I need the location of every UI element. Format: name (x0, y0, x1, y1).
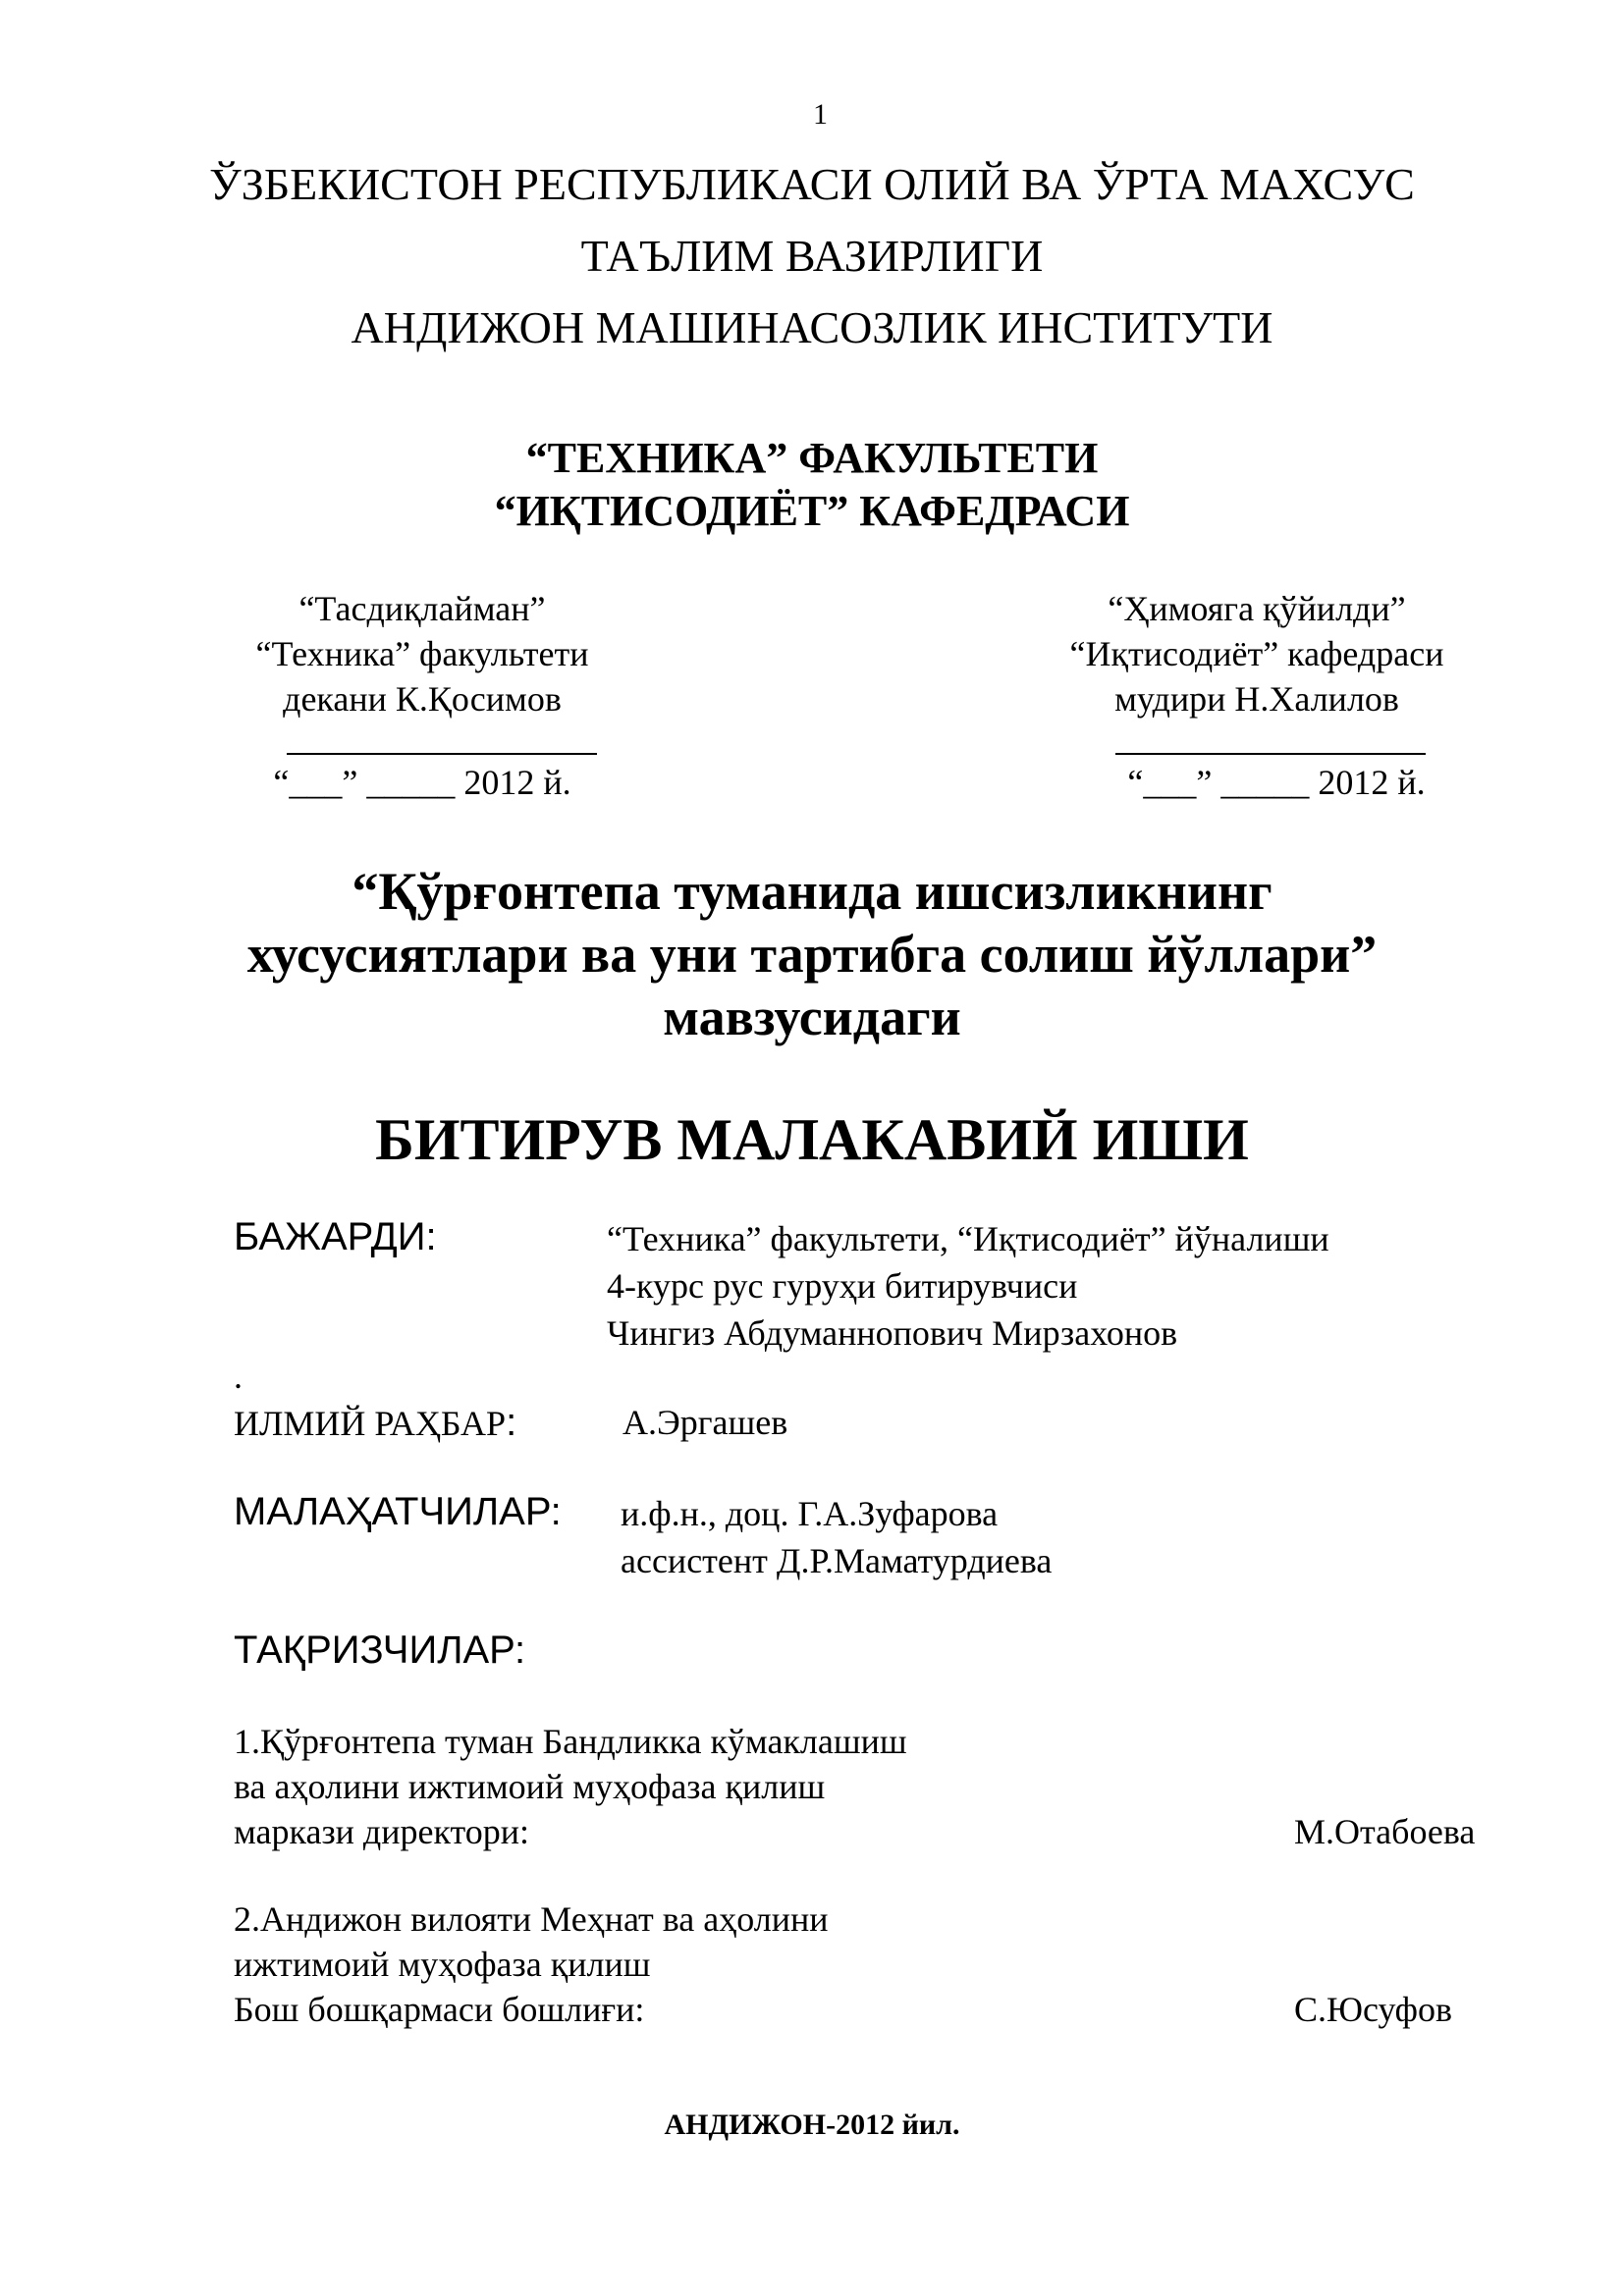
performer-line-3: Чингиз Абдуманнопович Мирзахонов (607, 1313, 1178, 1353)
approval-right-date: “___” _____ 2012 й. (1127, 763, 1426, 802)
approval-right-signature-line (1115, 753, 1426, 755)
reviewers-colon: : (514, 1629, 526, 1672)
approval-right-line3: мудири Н.Халилов (1114, 679, 1399, 719)
performer-line-1: “Техника” факультети, “Иқтисодиёт” йўналиши (607, 1219, 1329, 1258)
approval-left-date: “___” _____ 2012 й. (273, 763, 571, 802)
reviewer-1-line-3: маркази директори: (234, 1812, 530, 1851)
approval-right (1041, 586, 1473, 721)
topic-line-1: “Қўрғонтепа туманида ишсизликнинг (352, 862, 1272, 921)
reviewer-1-line-2: ва аҳолини ижтимоий муҳофаза қилиш (234, 1767, 826, 1806)
consultants-colon: : (550, 1490, 562, 1533)
approval-left-line3: декани К.Қосимов (283, 679, 562, 719)
ministry-line-2: ТАЪЛИМ ВАЗИРЛИГИ (580, 231, 1044, 281)
approval-right-line1: “Ҳимояга қўйилди” (1108, 589, 1406, 628)
performer-dot: . (234, 1357, 243, 1396)
consultants-label: МАЛАҲАТЧИЛАР (234, 1490, 551, 1533)
supervisor-name: А.Эргашев (623, 1403, 788, 1442)
reviewer-2-line-3: Бош бошқармаси бошлиғи: (234, 1990, 645, 2029)
performer-line-2: 4-курс рус гуруҳи битирувчиси (607, 1266, 1078, 1306)
topic-line-2: хусусиятлари ва уни тартибга солиш йўллари” (246, 925, 1378, 984)
approval-left-signature-line (287, 753, 597, 755)
reviewer-2-line-2: ижтимоий муҳофаза қилиш (234, 1945, 651, 1984)
reviewer-2-name: С.Юсуфов (1294, 1990, 1452, 2029)
reviewers-label: ТАҚРИЗЧИЛАР (234, 1629, 514, 1672)
work-title: БИТИРУВ МАЛАКАВИЙ ИШИ (375, 1107, 1249, 1172)
supervisor-row (234, 1399, 516, 1447)
consultants-line-1: и.ф.н., доц. Г.А.Зуфарова (621, 1494, 999, 1533)
ministry-line-1: ЎЗБЕКИСТОН РЕСПУБЛИКАСИ ОЛИЙ ВА ЎРТА МАХСУС (209, 159, 1415, 209)
reviewer-1-line-1: 1.Қўрғонтепа туман Бандликка кўмаклашиш (234, 1722, 907, 1761)
consultants-row (234, 1488, 562, 1535)
reviewer-2-line-1: 2.Андижон вилояти Меҳнат ва аҳолини (234, 1899, 829, 1939)
faculty-name: “ТЕХНИКА” ФАКУЛЬТЕТИ (525, 434, 1099, 482)
reviewer-1-name: М.Отабоева (1294, 1812, 1476, 1851)
approval-right-line2: “Иқтисодиёт” кафедраси (1069, 634, 1444, 673)
performer-label: БАЖАРДИ: (234, 1215, 437, 1258)
supervisor-label: ИЛМИЙ РАҲБАР (234, 1404, 507, 1443)
approval-left (226, 586, 619, 721)
institute-name: АНДИЖОН МАШИНАСОЗЛИК ИНСТИТУТИ (351, 302, 1273, 352)
department-name: “ИҚТИСОДИЁТ” КАФЕДРАСИ (494, 487, 1130, 535)
topic-line-3: мавзусидаги (663, 988, 961, 1046)
approval-left-line1: “Тасдиқлайман” (298, 589, 546, 628)
approval-left-line2: “Техника” факультети (255, 634, 589, 673)
reviewers-row (234, 1627, 525, 1674)
page-number: 1 (813, 98, 828, 131)
consultants-line-2: ассистент Д.Р.Маматурдиева (621, 1541, 1053, 1580)
footer-city-year: АНДИЖОН-2012 йил. (664, 2109, 960, 2141)
supervisor-colon: : (506, 1401, 517, 1444)
